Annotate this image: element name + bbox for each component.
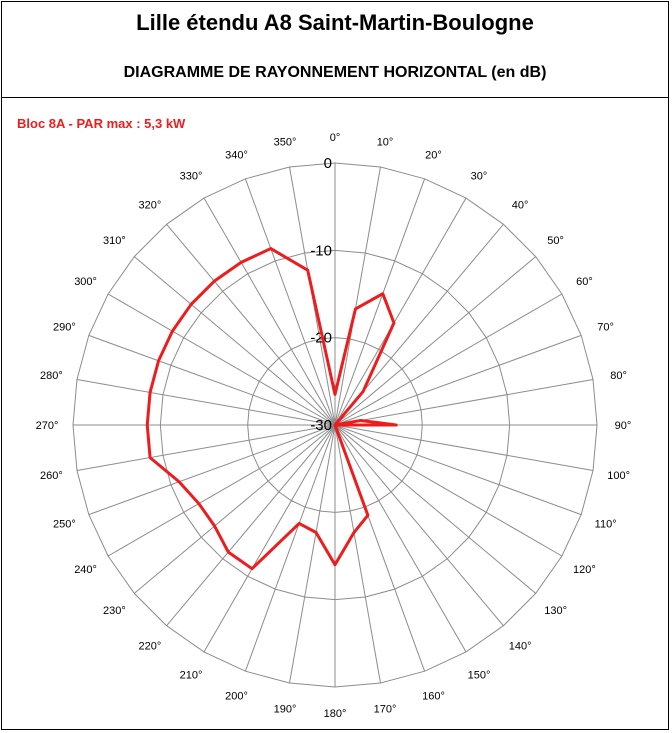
angle-tick-label: 0° bbox=[329, 132, 341, 144]
angle-tick-label: 180° bbox=[323, 708, 347, 720]
angle-tick-label: 20° bbox=[425, 149, 442, 162]
angle-tick-label: 80° bbox=[610, 369, 627, 382]
page-title: Lille étendu A8 Saint-Martin-Boulogne bbox=[136, 10, 534, 35]
angle-tick-label: 130° bbox=[544, 605, 568, 618]
radial-tick-label: -20 bbox=[310, 329, 332, 347]
grid-spoke bbox=[335, 335, 581, 425]
series-point bbox=[146, 424, 148, 426]
series-point bbox=[315, 531, 317, 533]
grid-spoke bbox=[134, 257, 335, 425]
angle-tick-label: 310° bbox=[102, 234, 126, 247]
series-point bbox=[251, 568, 253, 570]
angle-tick-label: 250° bbox=[52, 518, 76, 531]
angle-tick-label: 120° bbox=[573, 564, 596, 576]
angle-tick-label: 160° bbox=[422, 690, 445, 703]
angle-tick-label: 270° bbox=[35, 420, 59, 432]
series-point bbox=[171, 330, 173, 332]
radial-tick-label: -30 bbox=[310, 417, 332, 434]
angle-tick-label: 220° bbox=[138, 640, 162, 653]
radial-tick-label: -10 bbox=[310, 242, 332, 260]
angle-tick-label: 320° bbox=[138, 199, 162, 212]
page-subtitle: DIAGRAMME DE RAYONNEMENT HORIZONTAL (en dB) bbox=[123, 64, 547, 81]
grid-spoke bbox=[335, 179, 425, 425]
angle-tick-label: 140° bbox=[508, 640, 532, 653]
series-point bbox=[360, 419, 362, 421]
angle-tick-label: 350° bbox=[273, 136, 297, 149]
angle-tick-label: 90° bbox=[614, 420, 632, 432]
angle-tick-label: 170° bbox=[373, 703, 397, 716]
series-point bbox=[178, 481, 180, 483]
block-label: Bloc 8A - PAR max : 5,3 kW bbox=[17, 116, 186, 131]
angle-tick-label: 280° bbox=[39, 369, 63, 382]
angle-tick-label: 100° bbox=[607, 470, 631, 483]
series-point bbox=[298, 522, 300, 524]
angle-tick-label: 340° bbox=[225, 149, 248, 162]
series-point bbox=[213, 280, 215, 282]
series-point bbox=[240, 261, 242, 263]
series-line bbox=[147, 249, 396, 569]
angle-tick-label: 260° bbox=[39, 470, 63, 483]
grid-spoke bbox=[335, 257, 536, 425]
grid-spoke bbox=[89, 425, 335, 515]
angle-tick-label: 50° bbox=[547, 234, 564, 247]
series-point bbox=[213, 525, 215, 527]
series-point bbox=[353, 531, 355, 533]
series-point bbox=[334, 424, 336, 426]
series-point bbox=[149, 456, 151, 458]
series-point bbox=[395, 424, 397, 426]
series-point bbox=[382, 292, 384, 294]
angle-tick-label: 10° bbox=[376, 136, 394, 149]
grid-spoke bbox=[134, 425, 335, 593]
series-point bbox=[157, 360, 159, 362]
angle-tick-label: 190° bbox=[273, 703, 297, 716]
grid-spoke bbox=[89, 335, 335, 425]
series-point bbox=[227, 551, 229, 553]
angle-tick-label: 110° bbox=[594, 518, 617, 531]
angle-tick-label: 300° bbox=[74, 276, 97, 288]
angle-tick-label: 290° bbox=[52, 321, 76, 334]
series-point bbox=[354, 308, 356, 310]
grid-spoke bbox=[335, 425, 581, 515]
angle-tick-label: 40° bbox=[511, 199, 529, 212]
angle-tick-label: 30° bbox=[470, 170, 488, 183]
series-point bbox=[307, 269, 309, 271]
series-point bbox=[362, 390, 364, 392]
grid-spoke bbox=[167, 425, 335, 626]
angle-tick-label: 200° bbox=[225, 690, 248, 703]
angle-tick-label: 330° bbox=[179, 170, 203, 183]
angle-tick-label: 60° bbox=[576, 276, 593, 288]
series-point bbox=[367, 514, 369, 516]
series-point bbox=[334, 393, 336, 395]
radial-tick-label: 0 bbox=[323, 155, 332, 172]
angle-tick-label: 240° bbox=[74, 564, 97, 576]
angle-tick-label: 210° bbox=[179, 669, 203, 682]
series-point bbox=[190, 303, 192, 305]
angle-tick-label: 70° bbox=[597, 321, 614, 334]
series-point bbox=[270, 247, 272, 249]
angle-tick-label: 230° bbox=[102, 605, 126, 618]
grid-spoke bbox=[245, 425, 335, 671]
angle-tick-label: 150° bbox=[467, 669, 491, 682]
series-point bbox=[334, 564, 336, 566]
series-point bbox=[149, 391, 151, 393]
grid-spoke bbox=[245, 179, 335, 425]
series-point bbox=[393, 322, 395, 324]
series-point bbox=[198, 502, 200, 504]
